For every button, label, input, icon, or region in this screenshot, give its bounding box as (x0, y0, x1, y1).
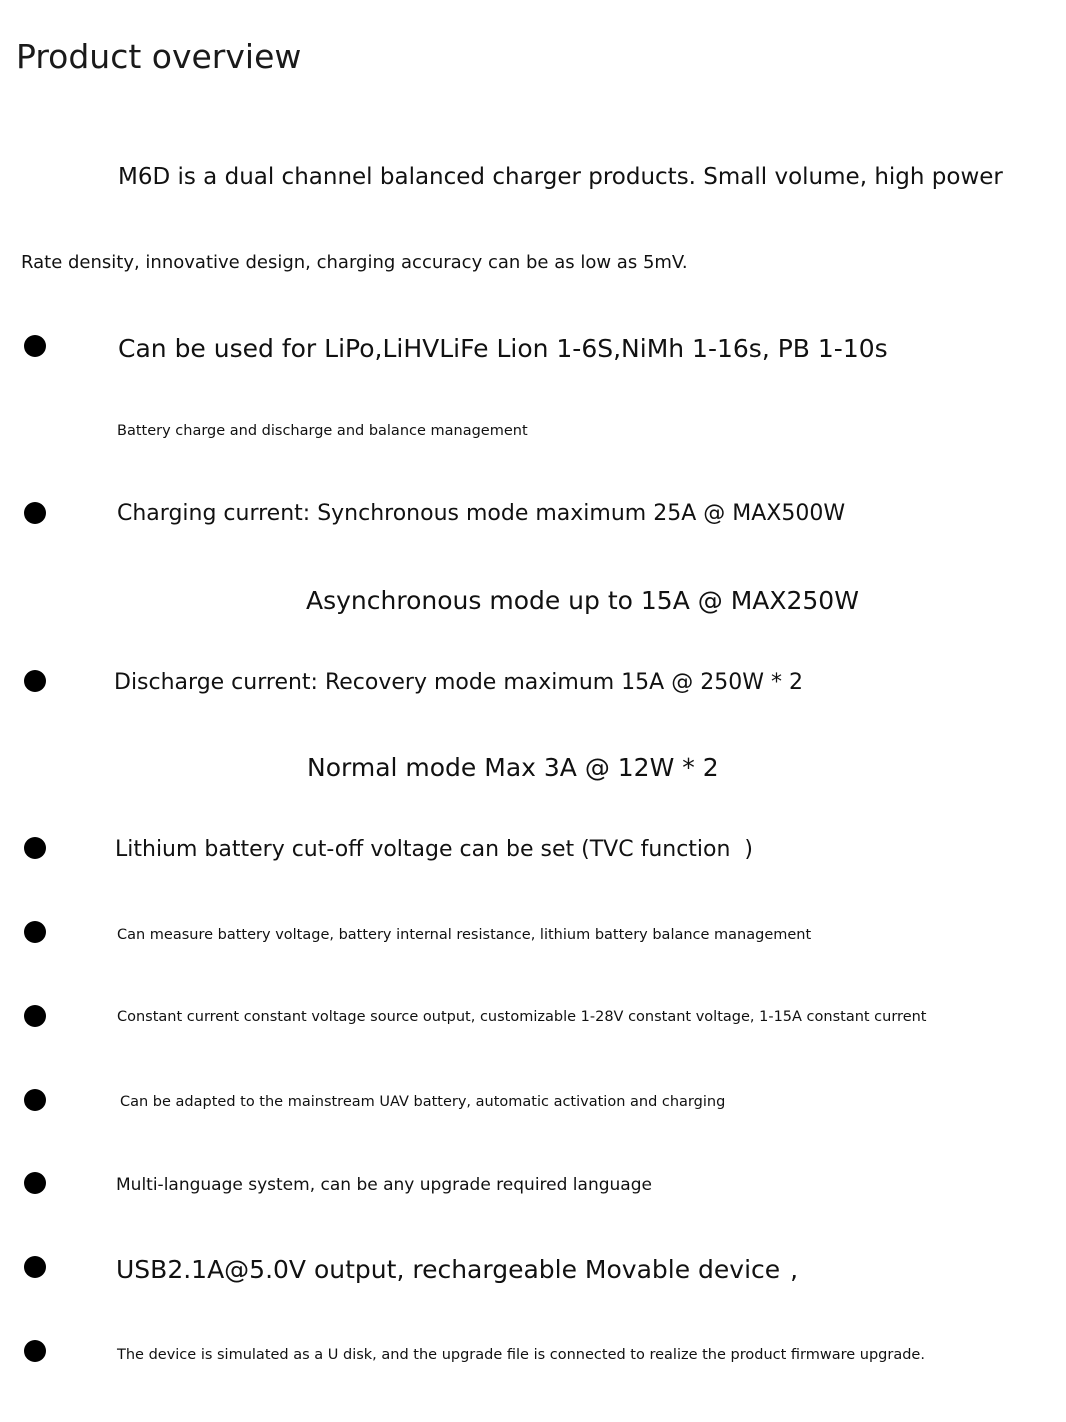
bullet-icon (24, 1005, 46, 1027)
page-title: Product overview (16, 37, 302, 76)
feature-firmware-upgrade: The device is simulated as a U disk, and the upgrade file is connected to realize the product firmware upgrade. (117, 1347, 925, 1363)
intro-line-2: Rate density, innovative design, charging accuracy can be as low as 5mV. (21, 252, 688, 273)
feature-battery-measure: Can measure battery voltage, battery internal resistance, lithium battery balance management (117, 927, 812, 943)
intro-line-1: M6D is a dual channel balanced charger products. Small volume, high power (118, 164, 1003, 190)
feature-charge-management: Battery charge and discharge and balance management (117, 423, 528, 439)
feature-async-mode: Asynchronous mode up to 15A @ MAX250W (306, 586, 859, 615)
feature-uav-battery: Can be adapted to the mainstream UAV battery, automatic activation and charging (120, 1094, 726, 1110)
feature-multi-language: Multi-language system, can be any upgrade required language (116, 1175, 652, 1195)
bullet-icon (24, 670, 46, 692)
bullet-icon (24, 1340, 46, 1362)
feature-battery-types: Can be used for LiPo,LiHVLiFe Lion 1-6S,NiMh 1-16s, PB 1-10s (118, 334, 888, 363)
feature-cc-cv-output: Constant current constant voltage source output, customizable 1-28V constant voltage, 1-15A constant current (117, 1009, 927, 1025)
bullet-icon (24, 921, 46, 943)
bullet-icon (24, 1256, 46, 1278)
bullet-icon (24, 837, 46, 859)
feature-cutoff-voltage: Lithium battery cut-off voltage can be set (TVC function ) (115, 837, 754, 862)
bullet-icon (24, 335, 46, 357)
bullet-icon (24, 1172, 46, 1194)
bullet-icon (24, 1089, 46, 1111)
feature-discharge-current: Discharge current: Recovery mode maximum 15A @ 250W * 2 (114, 670, 803, 695)
bullet-icon (24, 502, 46, 524)
feature-charging-current: Charging current: Synchronous mode maximum 25A @ MAX500W (117, 501, 846, 526)
feature-usb-output: USB2.1A@5.0V output, rechargeable Movable device , (116, 1255, 799, 1284)
feature-normal-mode: Normal mode Max 3A @ 12W * 2 (307, 753, 719, 782)
